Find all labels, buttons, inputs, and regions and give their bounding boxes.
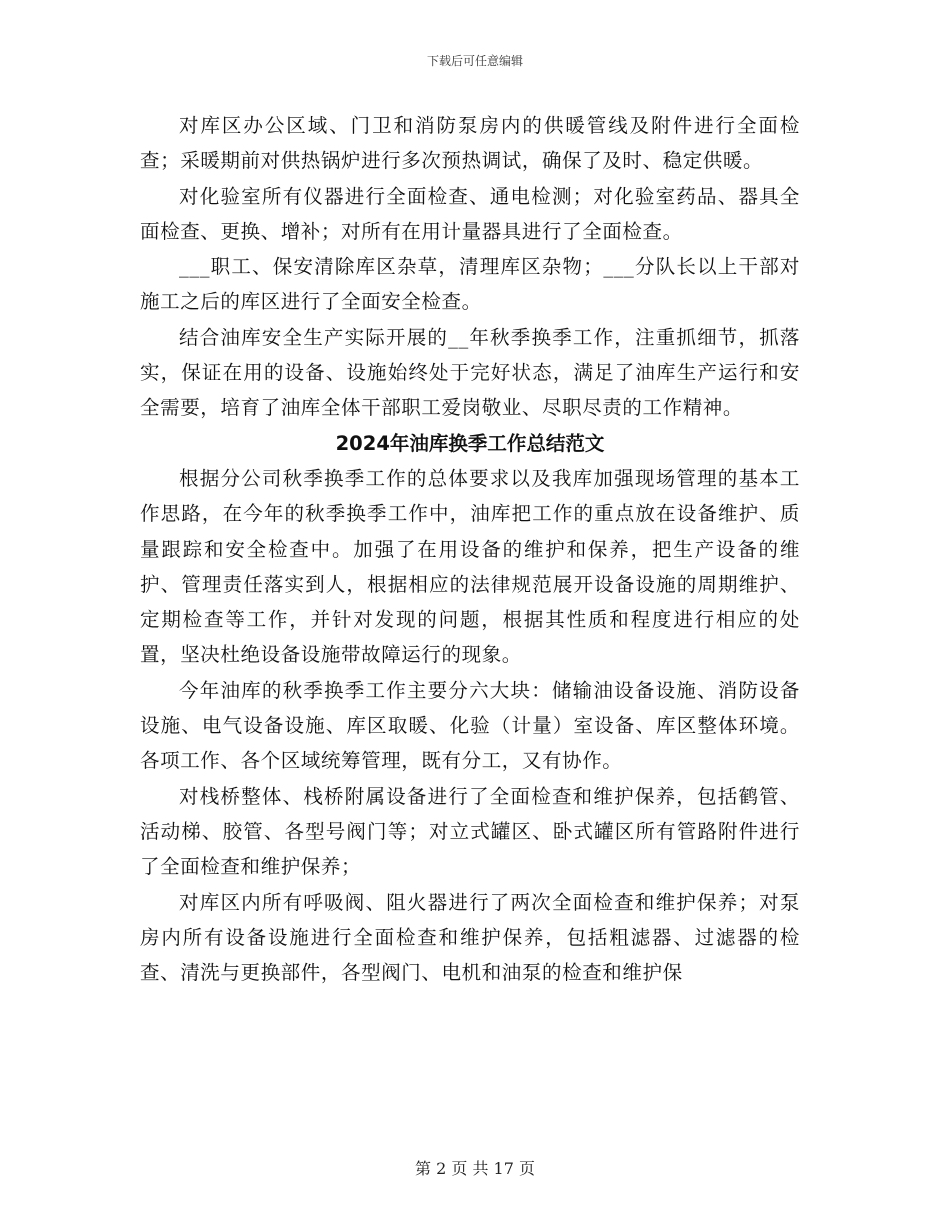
paragraph: ___职工、保安清除库区杂草，清理库区杂物；___分队长以上干部对施工之后的库区进行了全面安全检查。 [140,255,800,314]
paragraph: 结合油库安全生产实际开展的__年秋季换季工作，注重抓细节，抓落实，保证在用的设备、设施始终处于完好状态，满足了油库生产运行和安全需要，培育了油库全体干部职工爱岗敬业、尽职尽责的工作精神。 [140,325,800,420]
paragraph: 今年油库的秋季换季工作主要分六大块：储输油设备设施、消防设备设施、电气设备设施、库区取暖、化验（计量）室设备、库区整体环境。各项工作、各个区域统筹管理，既有分工，又有协作。 [140,678,800,773]
paragraph: 对库区内所有呼吸阀、阻火器进行了两次全面检查和维护保养；对泵房内所有设备设施进行全面检查和维护保养，包括粗滤器、过滤器的检查、清洗与更换部件，各型阀门、电机和油泵的检查和维护保 [140,890,800,985]
paragraph: 对栈桥整体、栈桥附属设备进行了全面检查和维护保养，包括鹤管、活动梯、胶管、各型号阀门等；对立式罐区、卧式罐区所有管路附件进行了全面检查和维护保养； [140,784,800,879]
page-number: 第 2 页 共 17 页 [415,1159,535,1178]
page-header: 下载后可任意编辑 [426,54,523,68]
paragraph: 对库区办公区域、门卫和消防泵房内的供暖管线及附件进行全面检查；采暖期前对供热锅炉进行多次预热调试，确保了及时、稳定供暖。 [140,114,800,173]
document-body [140,108,800,990]
section-title: 2024年油库换季工作总结范文 [335,431,605,455]
paragraph: 对化验室所有仪器进行全面检查、通电检测；对化验室药品、器具全面检查、更换、增补；对所有在用计量器具进行了全面检查。 [140,184,800,243]
paragraph: 根据分公司秋季换季工作的总体要求以及我库加强现场管理的基本工作思路，在今年的秋季换季工作中，油库把工作的重点放在设备维护、质量跟踪和安全检查中。加强了在用设备的维护和保养，把生产设备的维护、管理责任落实到人，根据相应的法律规范展开设备设施的周期维护、定期检查等工作，并针对发现的问题，根据其性质和程度进行相应的处置，坚决杜绝设备设施带故障运行的现象。 [140,466,800,667]
